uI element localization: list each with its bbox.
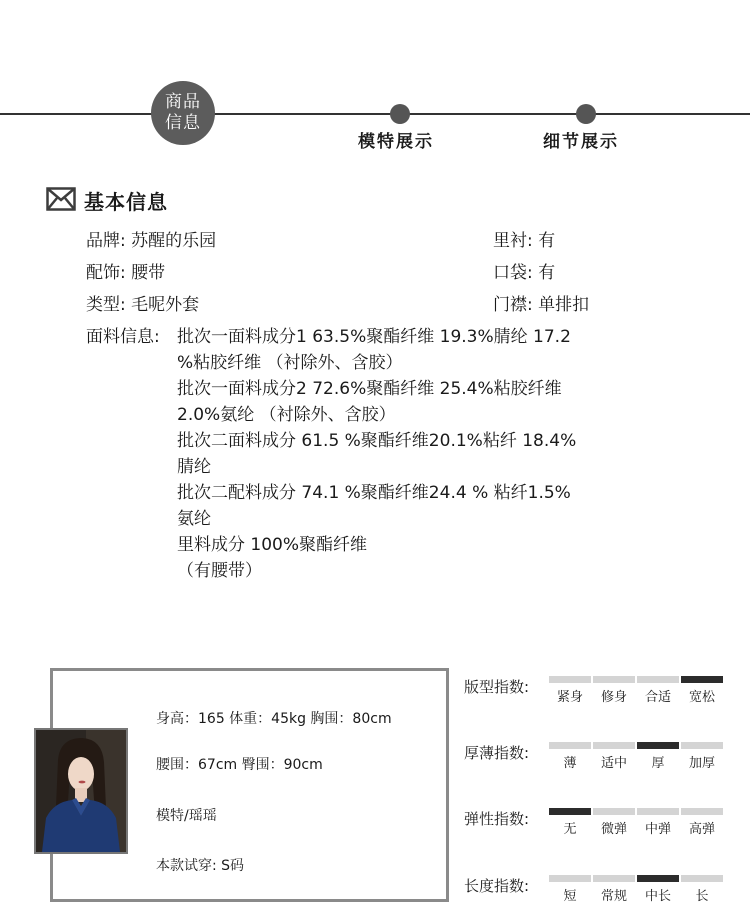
badge-line1: 商品 [165,92,201,112]
index-segment [593,808,635,815]
index-label: 版型指数: [464,678,530,696]
index-option-label: 宽松 [688,690,715,705]
index-option-label: 无 [563,822,577,837]
index-segment [593,742,635,749]
index-option-label: 合适 [644,690,671,705]
fabric-line: 氨纶 [177,509,211,529]
index-option-label: 适中 [600,756,627,771]
fabric-line: 里料成分 100%聚酯纤维 [177,535,368,555]
step-label-model[interactable]: 模特展示 [358,132,434,152]
index-label: 厚薄指数: [464,744,530,762]
index-label: 弹性指数: [464,810,530,828]
brand-field: 品牌: 苏醒的乐园 [86,231,217,251]
fabric-line: （有腰带） [177,561,262,581]
index-segment [549,808,591,815]
pocket-field: 口袋: 有 [493,263,556,283]
index-segment [681,875,723,882]
fabric-info-lines [177,324,576,584]
model-measurements-2: 腰围：67cm 臀围：90cm [156,757,323,773]
fabric-line: 批次二配料成分 74.1 %聚酯纤维24.4 % 粘纤1.5% [177,483,571,503]
model-measurements-1: 身高：165 体重：45kg 胸围：80cm [156,711,392,727]
index-segment [681,808,723,815]
lining-field: 里衬: 有 [493,231,556,251]
index-option-label: 短 [563,889,577,903]
index-option-label: 长 [695,889,709,903]
timeline-line [0,113,750,115]
index-segment [637,875,679,882]
fabric-line: 腈纶 [177,457,211,477]
index-option-label: 修身 [600,690,627,705]
index-option-label: 高弹 [688,822,715,837]
step-dot-detail[interactable] [576,104,596,124]
index-segment [637,676,679,683]
index-option-label: 微弹 [600,822,627,837]
fabric-line: 2.0%氨纶 （衬除外、含胶） [177,405,396,425]
step-dot-model[interactable] [390,104,410,124]
model-name: 模特/瑶瑶 [156,808,217,824]
fabric-info-label: 面料信息: [86,327,160,347]
index-option-label: 紧身 [556,690,583,705]
index-option-label: 厚 [651,756,665,771]
index-option-label: 常规 [600,889,627,903]
index-segment [549,676,591,683]
index-segment [681,676,723,683]
index-segment [637,742,679,749]
index-segment [549,875,591,882]
fabric-line: %粘胶纤维 （衬除外、含胶） [177,353,403,373]
fabric-line: 批次二面料成分 61.5 %聚酯纤维20.1%粘纤 18.4% [177,431,577,451]
envelope-icon [46,187,76,215]
section-title-text: 基本信息 [84,190,168,214]
step-label-detail[interactable]: 细节展示 [543,132,619,152]
index-option-label: 加厚 [688,756,715,771]
index-segment [593,676,635,683]
type-field: 类型: 毛呢外套 [86,295,200,315]
fabric-line: 批次一面料成分2 72.6%聚酯纤维 25.4%粘胶纤维 [177,379,562,399]
index-segment [593,875,635,882]
index-option-label: 中长 [644,889,671,903]
model-photo [34,728,128,854]
index-segment [549,742,591,749]
index-segment [681,742,723,749]
badge-line2: 信息 [165,113,201,133]
model-size-tried: 本款试穿: S码 [156,858,245,874]
step-badge-product-info[interactable] [151,81,215,145]
fabric-line: 批次一面料成分1 63.5%聚酯纤维 19.3%腈纶 17.2 [177,327,571,347]
placket-field: 门襟: 单排扣 [493,295,590,315]
index-segment [637,808,679,815]
section-title-basic-info [46,186,168,215]
index-option-label: 中弹 [644,822,671,837]
accessory-field: 配饰: 腰带 [86,263,166,283]
index-label: 长度指数: [464,877,530,895]
index-option-label: 薄 [563,756,577,771]
